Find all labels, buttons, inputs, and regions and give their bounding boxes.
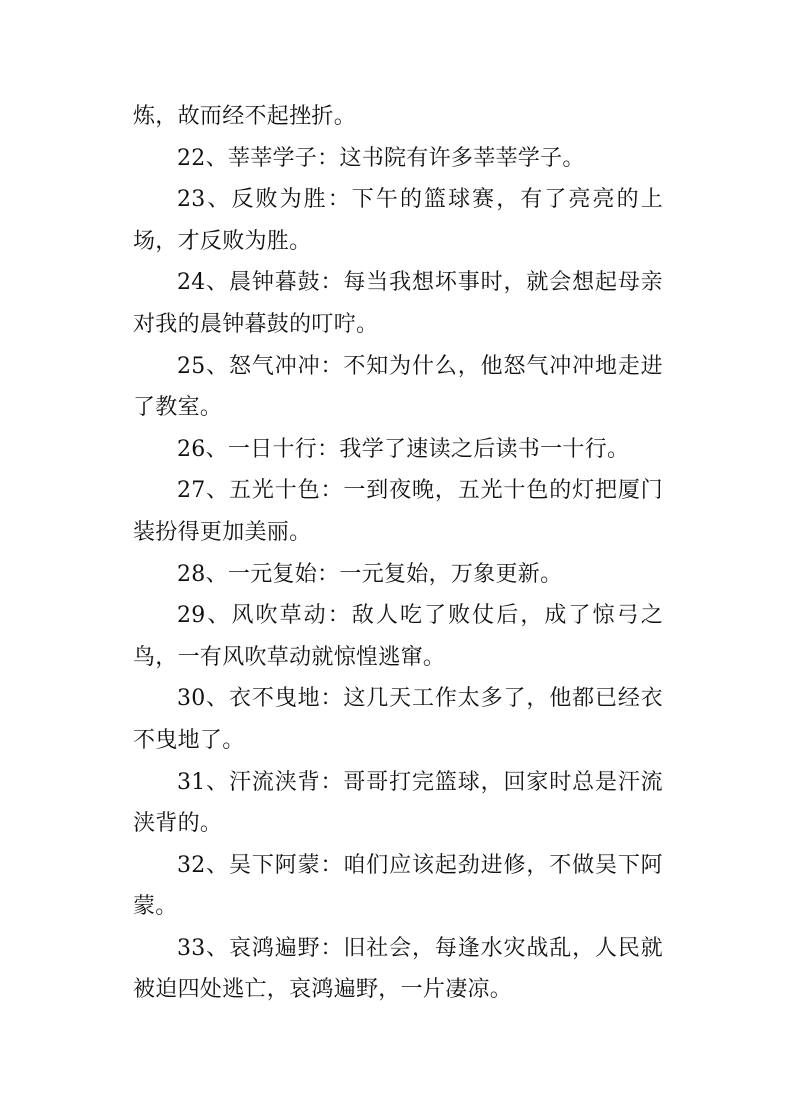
paragraph-continuation: 炼，故而经不起挫折。 bbox=[133, 104, 357, 129]
paragraph-item-28: 28、一元复始：一元复始，万象更新。 bbox=[177, 561, 563, 587]
paragraph-item-30: 30、衣不曳地：这几天工作太多了，他都已经衣不曳地了。 bbox=[133, 686, 663, 753]
paragraph-item-33: 33、哀鸿遍野：旧社会，每逢水灾战乱，人民就被迫四处逃亡，哀鸿遍野，一片凄凉。 bbox=[133, 935, 663, 1003]
paragraph-item-31: 31、汗流浃背：哥哥打完篮球，回家时总是汗流浃背的。 bbox=[133, 769, 663, 837]
paragraph-item-25: 25、怒气冲冲：不知为什么，他怒气冲冲地走进了教室。 bbox=[133, 353, 663, 421]
paragraph-item-24: 24、晨钟暮鼓：每当我想坏事时，就会想起母亲对我的晨钟暮鼓的叮咛。 bbox=[133, 270, 663, 337]
paragraph-item-32: 32、吴下阿蒙：咱们应该起劲进修，不做吴下阿蒙。 bbox=[133, 852, 663, 920]
paragraph-item-26: 26、一日十行：我学了速读之后读书一十行。 bbox=[177, 436, 630, 462]
paragraph-item-23: 23、反败为胜：下午的篮球赛，有了亮亮的上场，才反败为胜。 bbox=[133, 187, 663, 254]
paragraph-item-22: 22、莘莘学子：这书院有许多莘莘学子。 bbox=[177, 145, 585, 171]
paragraph-item-27: 27、五光十色：一到夜晚，五光十色的灯把厦门装扮得更加美丽。 bbox=[133, 478, 663, 545]
document-body bbox=[133, 96, 663, 1011]
paragraph-item-29: 29、风吹草动：敌人吃了败仗后，成了惊弓之鸟，一有风吹草动就惊惶逃窜。 bbox=[133, 603, 663, 670]
